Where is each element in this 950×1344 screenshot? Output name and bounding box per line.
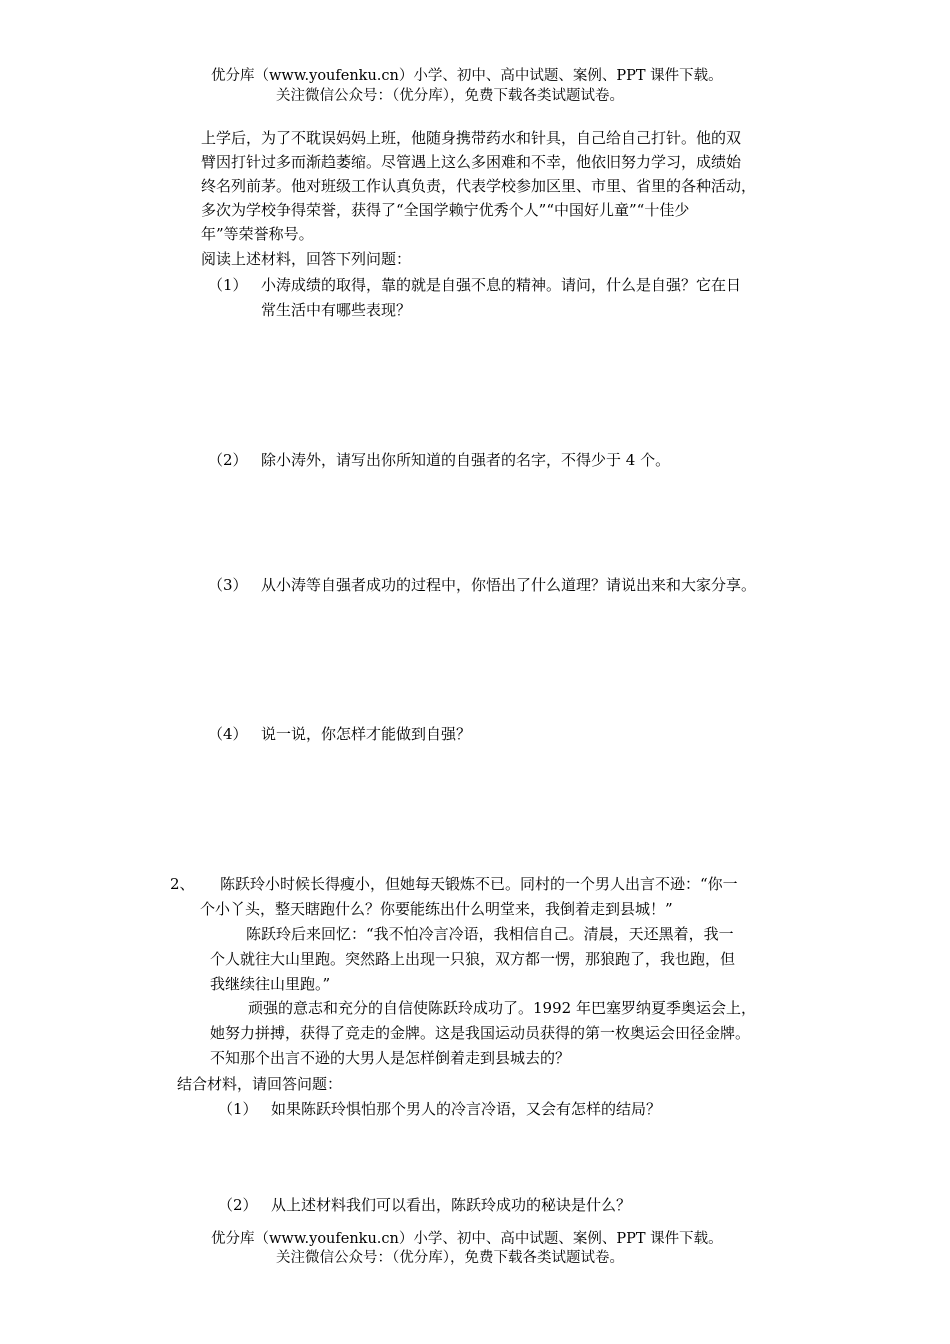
q2-passage-line: 陈跃玲小时候长得瘦小，但她每天锻炼不已。同村的一个男人出言不逊：“你一	[220, 875, 738, 893]
subquestion-number: （1）	[218, 1100, 258, 1118]
q2-passage-line: 她努力拼搏，获得了竞走的金牌。这是我国运动员获得的第一枚奥运会田径金牌。	[210, 1024, 751, 1042]
q1-passage-line: 多次为学校争得荣誉，获得了“全国学赖宁优秀个人”“中国好儿童”“十佳少	[201, 201, 690, 219]
subquestion-text: 除小涛外，请写出你所知道的自强者的名字，不得少于 4 个。	[261, 451, 671, 469]
subquestion-number: （3）	[208, 576, 248, 594]
subquestion-number: （2）	[208, 451, 248, 469]
q2-passage-line: 顽强的意志和充分的自信使陈跃玲成功了。1992 年巴塞罗纳夏季奥运会上，	[248, 999, 756, 1017]
q2-passage-line: 不知那个出言不逊的大男人是怎样倒着走到县城去的？	[210, 1049, 571, 1067]
q1-passage-line: 上学后，为了不耽误妈妈上班，他随身携带药水和针具，自己给自己打针。他的双	[201, 129, 742, 147]
subquestion-text: 小涛成绩的取得，靠的就是自强不息的精神。请问，什么是自强？它在日	[261, 276, 742, 294]
q2-passage-line: 陈跃玲后来回忆：“我不怕冷言冷语，我相信自己。清晨，天还黑着，我一	[246, 925, 734, 943]
q1-passage-line: 年”等荣誉称号。	[201, 225, 314, 243]
footer-line-1: 优分库（www.youfenku.cn）小学、初中、高中试题、案例、PPT 课件下载。	[211, 1231, 723, 1247]
subquestion-text: 如果陈跃玲惧怕那个男人的冷言冷语，又会有怎样的结局？	[271, 1100, 662, 1118]
subquestion-text: 常生活中有哪些表现？	[261, 301, 412, 319]
footer-line-2: 关注微信公众号：（优分库），免费下载各类试题试卷。	[276, 1250, 624, 1266]
subquestion-number: （4）	[208, 725, 248, 743]
q1-passage-line: 臂因打针过多而渐趋萎缩。尽管遇上这么多困难和不幸，他依旧努力学习，成绩始	[201, 153, 742, 171]
q2-passage-line: 个小丫头，整天瞎跑什么？你要能练出什么明堂来，我倒着走到县城！”	[200, 900, 673, 918]
q2-passage-line: 个人就往大山里跑。突然路上出现一只狼，双方都一愣，那狼跑了，我也跑，但	[210, 950, 736, 968]
subquestion-text: 说一说，你怎样才能做到自强？	[261, 725, 472, 743]
q2-passage-line: 我继续往山里跑。”	[210, 975, 331, 993]
subquestion-number: （2）	[218, 1196, 258, 1214]
q1-instruction: 阅读上述材料，回答下列问题：	[201, 250, 412, 268]
subquestion-number: （1）	[208, 276, 248, 294]
q1-passage-line: 终名列前茅。他对班级工作认真负责，代表学校参加区里、市里、省里的各种活动，	[201, 177, 757, 195]
header-line-2: 关注微信公众号：（优分库），免费下载各类试题试卷。	[276, 88, 624, 104]
q2-number: 2、	[170, 875, 195, 893]
header-line-1: 优分库（www.youfenku.cn）小学、初中、高中试题、案例、PPT 课件下载。	[211, 68, 723, 84]
subquestion-text: 从小涛等自强者成功的过程中，你悟出了什么道理？请说出来和大家分享。	[261, 576, 757, 594]
q2-instruction: 结合材料，请回答问题：	[177, 1075, 343, 1093]
subquestion-text: 从上述材料我们可以看出，陈跃玲成功的秘诀是什么？	[271, 1196, 632, 1214]
